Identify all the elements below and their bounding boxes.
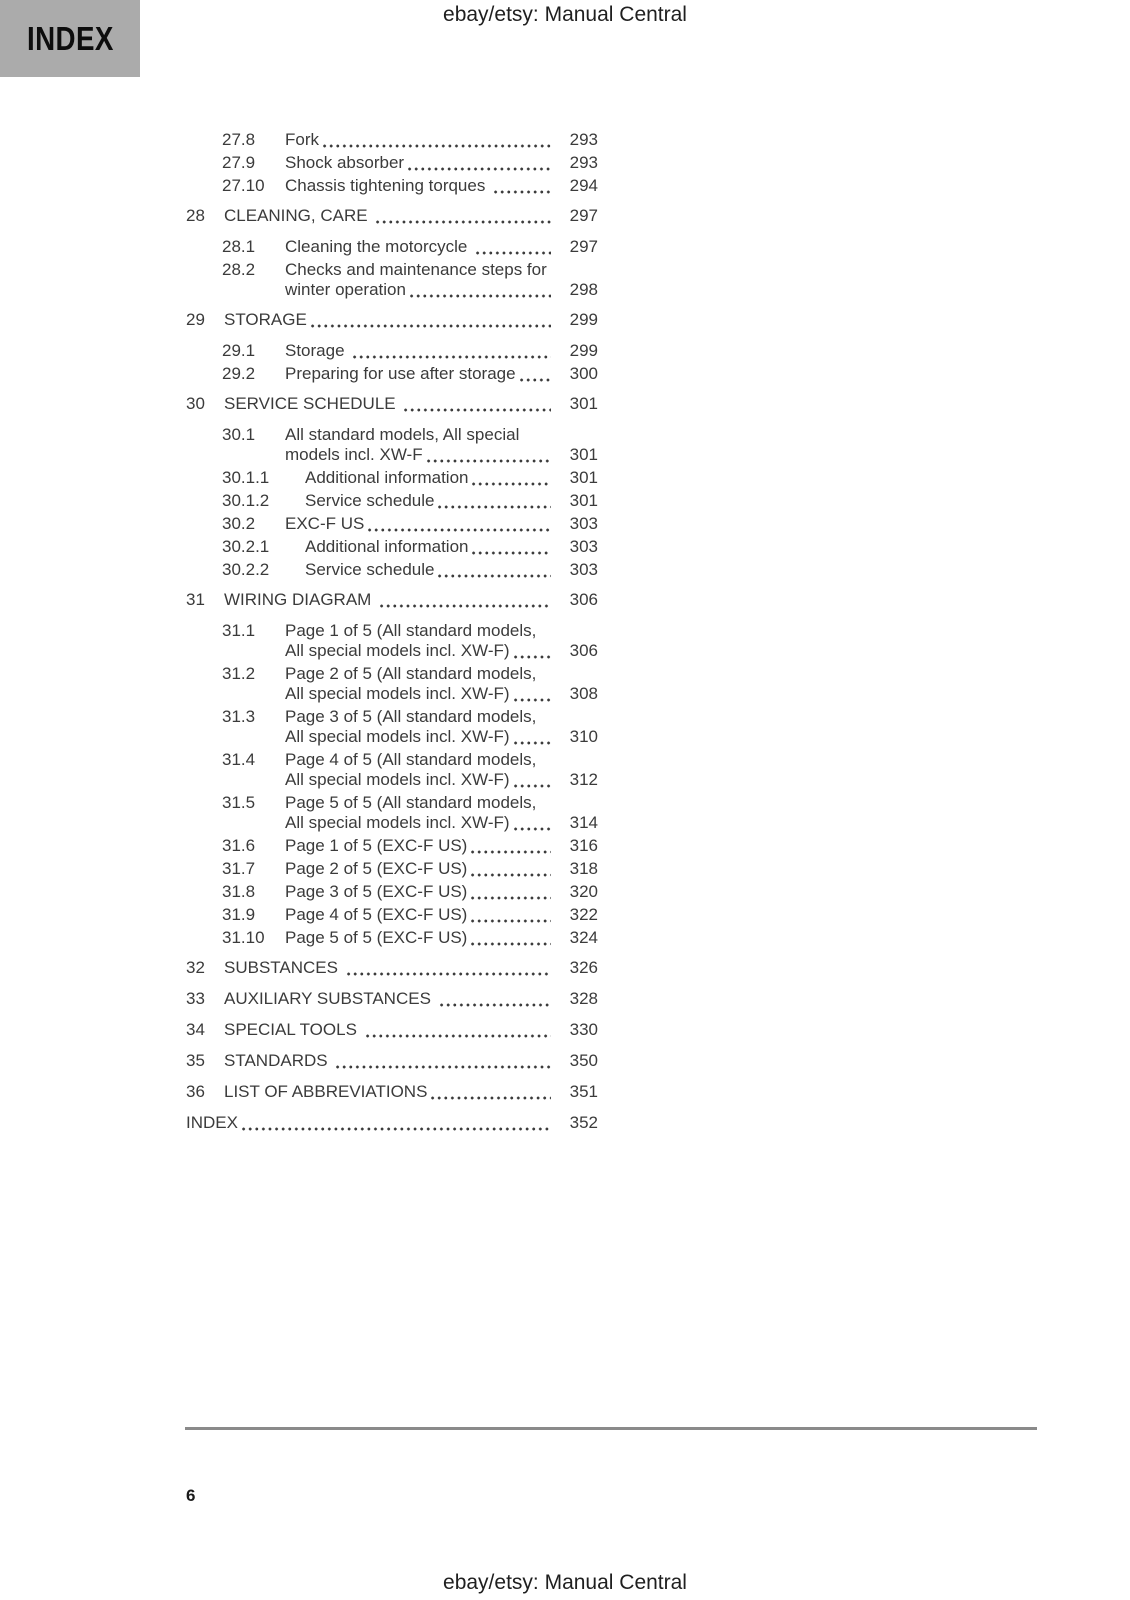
toc-entry-page: 297 — [569, 206, 598, 225]
toc-entry-title: LIST OF ABBREVIATIONS — [224, 1082, 428, 1101]
toc-entry-page: 301 — [569, 445, 598, 464]
toc-entry-page: 303 — [569, 514, 598, 533]
toc-entry-number: 33 — [186, 989, 205, 1008]
dot-leader — [434, 491, 554, 511]
dot-leader — [490, 176, 554, 196]
toc-entry — [186, 836, 598, 856]
page-footer-title: ebay/etsy: Manual Central — [443, 1571, 687, 1594]
toc-entry-line — [285, 905, 598, 925]
toc-entry-line — [285, 707, 598, 727]
toc-entry-line — [285, 425, 598, 445]
toc-entry-title: Page 2 of 5 (All standard models, — [285, 664, 537, 683]
toc-entry-line — [224, 958, 598, 978]
toc-entry-title: SPECIAL TOOLS — [224, 1020, 362, 1039]
toc-entry-title: Page 1 of 5 (EXC-F US) — [285, 836, 468, 855]
toc-entry-number: 30.2.2 — [222, 560, 270, 579]
page-number: 6 — [186, 1486, 196, 1505]
toc-entry-title: Additional information — [305, 537, 469, 556]
toc-entry-number: 28 — [186, 206, 205, 225]
toc-entry-title: All special models incl. XW-F) — [285, 727, 510, 746]
toc-entry-page: 301 — [569, 394, 598, 413]
page-header-title: ebay/etsy: Manual Central — [443, 3, 687, 26]
dot-leader — [467, 882, 554, 902]
toc-entry-body — [285, 928, 598, 948]
toc-entry-body — [285, 664, 598, 704]
toc-entry-page: 301 — [569, 491, 598, 510]
toc-entry-body — [224, 1051, 598, 1071]
toc-entry-number: 35 — [186, 1051, 205, 1070]
toc-entry-body — [285, 237, 598, 257]
toc-entry — [186, 341, 598, 361]
dot-leader — [319, 130, 554, 150]
toc-entry — [186, 153, 598, 173]
index-chapter-tab — [0, 0, 140, 77]
toc-entry-line — [285, 727, 598, 747]
dot-leader — [510, 641, 554, 661]
dot-leader — [364, 514, 554, 534]
toc-entry-number: 30.2.1 — [222, 537, 270, 556]
toc-entry — [186, 958, 598, 978]
dot-leader — [510, 770, 554, 790]
toc-entry — [186, 468, 598, 488]
toc-entry-body — [224, 394, 598, 414]
toc-entry — [186, 364, 598, 384]
toc-entry-title: All standard models, All special — [285, 425, 520, 444]
toc-entry — [186, 1113, 598, 1133]
dot-leader — [467, 859, 554, 879]
toc-entry-body — [285, 707, 598, 747]
toc-entry — [186, 1051, 598, 1071]
toc-entry — [186, 1082, 598, 1102]
toc-entry-title: All special models incl. XW-F) — [285, 813, 510, 832]
toc-entry-body — [224, 310, 598, 330]
dot-leader — [467, 928, 554, 948]
toc-entry-title: Service schedule — [305, 560, 435, 579]
toc-entry-body — [285, 905, 598, 925]
toc-entry — [186, 750, 598, 790]
toc-entry-page: 324 — [569, 928, 598, 947]
dot-leader — [434, 560, 554, 580]
toc-entry-line — [305, 537, 598, 557]
dot-leader — [472, 237, 554, 257]
toc-entry-title: Fork — [285, 130, 319, 149]
toc-entry — [186, 425, 598, 465]
toc-entry-page: 306 — [569, 641, 598, 660]
toc-entry-title: Page 3 of 5 (All standard models, — [285, 707, 537, 726]
toc-entry-line — [224, 206, 598, 226]
dot-leader — [343, 958, 554, 978]
toc-entry-body — [224, 206, 598, 226]
toc-entry-number: 31.10 — [222, 928, 265, 947]
dot-leader — [406, 280, 554, 300]
toc-entry-line — [285, 882, 598, 902]
toc-entry-title: All special models incl. XW-F) — [285, 641, 510, 660]
toc-entry-page: 310 — [569, 727, 598, 746]
toc-entry-page: 326 — [569, 958, 598, 977]
toc-entry — [186, 491, 598, 511]
toc-entry-page: 303 — [569, 537, 598, 556]
toc-entry-page: 318 — [569, 859, 598, 878]
toc-entry-title: WIRING DIAGRAM — [224, 590, 377, 609]
toc-entry — [186, 707, 598, 747]
toc-entry-title: Service schedule — [305, 491, 435, 510]
toc-entry-line — [285, 445, 598, 465]
toc-entry — [186, 560, 598, 580]
toc-entry — [186, 905, 598, 925]
toc-entry-number: 31.8 — [222, 882, 256, 901]
toc-entry-title: Page 5 of 5 (EXC-F US) — [285, 928, 468, 947]
toc-entry-number: 30.1 — [222, 425, 256, 444]
toc-entry-title: Page 3 of 5 (EXC-F US) — [285, 882, 468, 901]
toc-entry-page: 300 — [569, 364, 598, 383]
toc-entry-number: 31 — [186, 590, 205, 609]
toc-entry-line — [285, 813, 598, 833]
toc-entry-line — [285, 130, 598, 150]
toc-entry-title: Storage — [285, 341, 350, 360]
toc-entry-body — [305, 468, 598, 488]
toc-entry-line — [285, 341, 598, 361]
toc-entry-page: 306 — [569, 590, 598, 609]
toc-entry-body — [285, 514, 598, 534]
toc-entry-title: Page 5 of 5 (All standard models, — [285, 793, 537, 812]
toc-entry — [186, 882, 598, 902]
toc-entry-page: 294 — [569, 176, 598, 195]
toc-entry — [186, 514, 598, 534]
toc-entry-line — [224, 989, 598, 1009]
toc-entry-line — [285, 664, 598, 684]
toc-entry-line — [224, 590, 598, 610]
toc-entry-title: AUXILIARY SUBSTANCES — [224, 989, 436, 1008]
dot-leader — [307, 310, 554, 330]
toc-entry-line — [285, 621, 598, 641]
toc-entry-title: Cleaning the motorcycle — [285, 237, 473, 256]
toc-entry-line — [285, 859, 598, 879]
dot-leader — [238, 1113, 554, 1133]
dot-leader — [516, 364, 554, 384]
toc-entry-line — [305, 491, 598, 511]
dot-leader — [427, 1082, 554, 1102]
toc-entry-line — [285, 928, 598, 948]
toc-entry-number: 32 — [186, 958, 205, 977]
toc-entry-body — [285, 260, 598, 300]
table-of-contents — [186, 130, 598, 1136]
toc-entry — [186, 310, 598, 330]
toc-entry-line — [224, 1051, 598, 1071]
toc-entry-line — [224, 394, 598, 414]
toc-entry-line — [285, 280, 598, 300]
toc-entry-number: 30.2 — [222, 514, 256, 533]
toc-entry-page: 314 — [569, 813, 598, 832]
toc-entry-body — [186, 1113, 598, 1133]
toc-entry-page: 299 — [569, 310, 598, 329]
toc-entry-title: CLEANING, CARE — [224, 206, 373, 225]
dot-leader — [372, 206, 554, 226]
toc-entry — [186, 590, 598, 610]
toc-entry-page: 330 — [569, 1020, 598, 1039]
toc-entry — [186, 664, 598, 704]
toc-entry-line — [285, 153, 598, 173]
toc-entry-title: winter operation — [285, 280, 406, 299]
toc-entry-line — [285, 237, 598, 257]
toc-entry-title: All special models incl. XW-F) — [285, 684, 510, 703]
toc-entry-line — [186, 1113, 598, 1133]
toc-entry-body — [305, 560, 598, 580]
dot-leader — [468, 537, 554, 557]
toc-entry-title: models incl. XW-F — [285, 445, 423, 464]
toc-entry — [186, 176, 598, 196]
dot-leader — [400, 394, 554, 414]
index-tab-label: INDEX — [27, 19, 114, 57]
toc-entry-number: 29.1 — [222, 341, 256, 360]
footer-divider-rule — [185, 1427, 1037, 1430]
toc-entry-body — [285, 621, 598, 661]
dot-leader — [510, 684, 554, 704]
toc-entry-page: 299 — [569, 341, 598, 360]
toc-entry — [186, 989, 598, 1009]
toc-entry — [186, 537, 598, 557]
toc-entry-page: 316 — [569, 836, 598, 855]
toc-entry-page: 298 — [569, 280, 598, 299]
toc-entry — [186, 206, 598, 226]
toc-entry-number: 29.2 — [222, 364, 256, 383]
toc-entry-page: 350 — [569, 1051, 598, 1070]
toc-entry-line — [285, 770, 598, 790]
toc-entry-title: Shock absorber — [285, 153, 405, 172]
toc-entry-body — [224, 590, 598, 610]
toc-entry-page: 308 — [569, 684, 598, 703]
toc-entry-page: 297 — [569, 237, 598, 256]
toc-entry-page: 328 — [569, 989, 598, 1008]
toc-entry-number: 36 — [186, 1082, 205, 1101]
toc-entry-line — [285, 514, 598, 534]
toc-entry-line — [224, 1082, 598, 1102]
toc-entry-title: STANDARDS — [224, 1051, 333, 1070]
toc-entry-body — [224, 989, 598, 1009]
toc-entry-body — [285, 750, 598, 790]
toc-entry-number: 27.10 — [222, 176, 265, 195]
toc-entry-title: All special models incl. XW-F) — [285, 770, 510, 789]
toc-entry-title: Page 2 of 5 (EXC-F US) — [285, 859, 468, 878]
toc-entry-line — [285, 836, 598, 856]
toc-entry-title: Preparing for use after storage — [285, 364, 516, 383]
toc-entry-title: INDEX — [186, 1113, 238, 1132]
toc-entry-number: 29 — [186, 310, 205, 329]
toc-entry-title: SERVICE SCHEDULE — [224, 394, 401, 413]
toc-entry-number: 31.6 — [222, 836, 256, 855]
dot-leader — [510, 813, 554, 833]
toc-entry — [186, 237, 598, 257]
toc-entry-body — [285, 882, 598, 902]
dot-leader — [349, 341, 554, 361]
toc-entry-body — [285, 176, 598, 196]
dot-leader — [510, 727, 554, 747]
toc-entry — [186, 859, 598, 879]
toc-entry-title: Page 4 of 5 (EXC-F US) — [285, 905, 468, 924]
toc-entry-page: 351 — [569, 1082, 598, 1101]
toc-entry-body — [305, 537, 598, 557]
toc-entry-number: 30.1.2 — [222, 491, 270, 510]
toc-entry — [186, 130, 598, 150]
toc-entry-page: 293 — [569, 153, 598, 172]
dot-leader — [467, 905, 554, 925]
toc-entry-body — [224, 1020, 598, 1040]
toc-entry-number: 30.1.1 — [222, 468, 270, 487]
dot-leader — [376, 590, 554, 610]
toc-entry-number: 27.9 — [222, 153, 256, 172]
dot-leader — [332, 1051, 554, 1071]
toc-entry-line — [285, 176, 598, 196]
toc-entry — [186, 793, 598, 833]
toc-entry-number: 28.2 — [222, 260, 256, 279]
toc-entry-body — [285, 153, 598, 173]
dot-leader — [467, 836, 554, 856]
toc-entry-page: 320 — [569, 882, 598, 901]
toc-entry — [186, 394, 598, 414]
toc-entry-number: 31.2 — [222, 664, 256, 683]
toc-entry-page: 352 — [569, 1113, 598, 1132]
toc-entry-title: SUBSTANCES — [224, 958, 343, 977]
toc-entry-line — [224, 1020, 598, 1040]
toc-entry-line — [305, 468, 598, 488]
dot-leader — [468, 468, 554, 488]
toc-entry-page: 293 — [569, 130, 598, 149]
toc-entry-body — [285, 859, 598, 879]
toc-entry-body — [305, 491, 598, 511]
toc-entry-number: 31.1 — [222, 621, 256, 640]
toc-entry-number: 31.9 — [222, 905, 256, 924]
toc-entry-line — [285, 364, 598, 384]
toc-entry — [186, 928, 598, 948]
toc-entry-title: Additional information — [305, 468, 469, 487]
toc-entry-title: Checks and maintenance steps for — [285, 260, 547, 279]
toc-entry-page: 301 — [569, 468, 598, 487]
toc-entry-title: Chassis tightening torques — [285, 176, 491, 195]
toc-entry-title: Page 1 of 5 (All standard models, — [285, 621, 537, 640]
toc-entry-page: 312 — [569, 770, 598, 789]
toc-entry-number: 28.1 — [222, 237, 256, 256]
toc-entry-body — [285, 341, 598, 361]
dot-leader — [362, 1020, 554, 1040]
toc-entry-number: 31.4 — [222, 750, 256, 769]
toc-entry-number: 27.8 — [222, 130, 256, 149]
toc-entry-line — [285, 641, 598, 661]
toc-entry-number: 31.7 — [222, 859, 256, 878]
toc-entry-line — [285, 260, 598, 280]
toc-entry-number: 31.5 — [222, 793, 256, 812]
toc-entry-number: 30 — [186, 394, 205, 413]
toc-entry-line — [285, 750, 598, 770]
toc-entry — [186, 621, 598, 661]
toc-entry-number: 31.3 — [222, 707, 256, 726]
toc-entry-body — [285, 425, 598, 465]
toc-entry-body — [285, 836, 598, 856]
toc-entry-title: Page 4 of 5 (All standard models, — [285, 750, 537, 769]
dot-leader — [404, 153, 554, 173]
toc-entry — [186, 260, 598, 300]
toc-entry-line — [305, 560, 598, 580]
toc-entry-page: 322 — [569, 905, 598, 924]
toc-entry-line — [285, 793, 598, 813]
toc-entry-body — [224, 958, 598, 978]
toc-entry-body — [224, 1082, 598, 1102]
dot-leader — [436, 989, 554, 1009]
toc-entry-line — [224, 310, 598, 330]
toc-entry-body — [285, 364, 598, 384]
toc-entry-title: EXC-F US — [285, 514, 365, 533]
toc-entry-body — [285, 130, 598, 150]
toc-entry-number: 34 — [186, 1020, 205, 1039]
toc-entry-line — [285, 684, 598, 704]
toc-entry-body — [285, 793, 598, 833]
toc-entry — [186, 1020, 598, 1040]
dot-leader — [423, 445, 554, 465]
toc-entry-page: 303 — [569, 560, 598, 579]
toc-entry-title: STORAGE — [224, 310, 307, 329]
